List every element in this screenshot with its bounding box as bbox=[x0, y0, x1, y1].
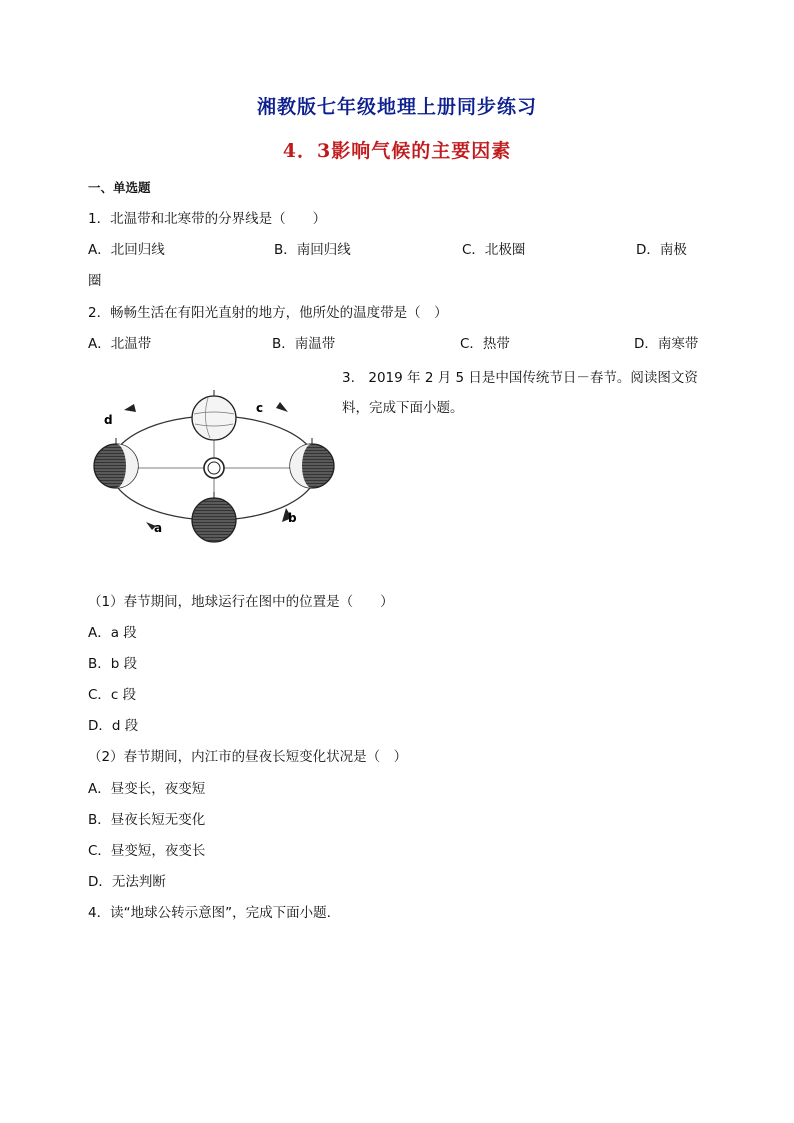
q3-intro-line1: 3. 2019 年 2 月 5 日是中国传统节日－春节。阅读图文资 bbox=[342, 370, 698, 386]
q3-sub2-option-c[interactable]: C．昼变短，夜变长 bbox=[88, 843, 206, 859]
q1-option-d[interactable]: D．南极 bbox=[636, 242, 687, 258]
q2-option-a[interactable]: A．北温带 bbox=[88, 336, 152, 352]
arrow-d-icon bbox=[124, 404, 136, 412]
earth-orbit-diagram bbox=[86, 380, 342, 550]
q3-sub1-option-d[interactable]: D．d 段 bbox=[88, 718, 139, 734]
q3-sub1-option-c[interactable]: C．c 段 bbox=[88, 687, 137, 703]
q1-option-c[interactable]: C．北极圈 bbox=[462, 242, 526, 258]
earth-right-icon bbox=[290, 438, 334, 488]
q3-sub1-stem: （1）春节期间，地球运行在图中的位置是（ ） bbox=[88, 594, 394, 610]
q3-sub1-option-a[interactable]: A．a 段 bbox=[88, 625, 137, 641]
arrow-c-icon bbox=[276, 402, 288, 412]
section-heading: 一、单选题 bbox=[88, 180, 151, 195]
earth-top-icon bbox=[192, 390, 236, 440]
q3-sub2-option-b[interactable]: B．昼夜长短无变化 bbox=[88, 812, 206, 828]
label-a: a bbox=[154, 521, 163, 535]
q1-option-d-wrap: 圈 bbox=[88, 273, 102, 289]
lesson-title: 4．3影响气候的主要因素 bbox=[282, 140, 512, 162]
label-c: c bbox=[256, 401, 264, 415]
q3-sub2-option-d[interactable]: D．无法判断 bbox=[88, 874, 166, 890]
q3-intro-line2: 料，完成下面小题。 bbox=[342, 400, 464, 416]
q3-sub2-option-a[interactable]: A．昼变长，夜变短 bbox=[88, 781, 206, 797]
document-title: 湘教版七年级地理上册同步练习 bbox=[256, 96, 537, 118]
q4-stem: 4．读“地球公转示意图”，完成下面小题. bbox=[88, 905, 331, 921]
q3-sub2-stem: （2）春节期间，内江市的昼夜长短变化状况是（ ） bbox=[88, 749, 408, 765]
earth-bottom-icon bbox=[192, 492, 236, 542]
q1-option-b[interactable]: B．南回归线 bbox=[274, 242, 351, 258]
q3-sub1-option-b[interactable]: B．b 段 bbox=[88, 656, 138, 672]
q2-option-c[interactable]: C．热带 bbox=[460, 336, 510, 352]
earth-left-icon bbox=[94, 438, 138, 488]
q1-option-a[interactable]: A．北回归线 bbox=[88, 242, 165, 258]
label-b: b bbox=[288, 511, 297, 525]
label-d: d bbox=[104, 413, 113, 427]
q1-stem: 1．北温带和北寒带的分界线是（ ） bbox=[88, 211, 327, 227]
q2-stem: 2．畅畅生活在有阳光直射的地方，他所处的温度带是（ ） bbox=[88, 305, 448, 321]
q2-option-b[interactable]: B．南温带 bbox=[272, 336, 336, 352]
sun-icon bbox=[204, 458, 224, 478]
q2-option-d[interactable]: D．南寒带 bbox=[634, 336, 699, 352]
